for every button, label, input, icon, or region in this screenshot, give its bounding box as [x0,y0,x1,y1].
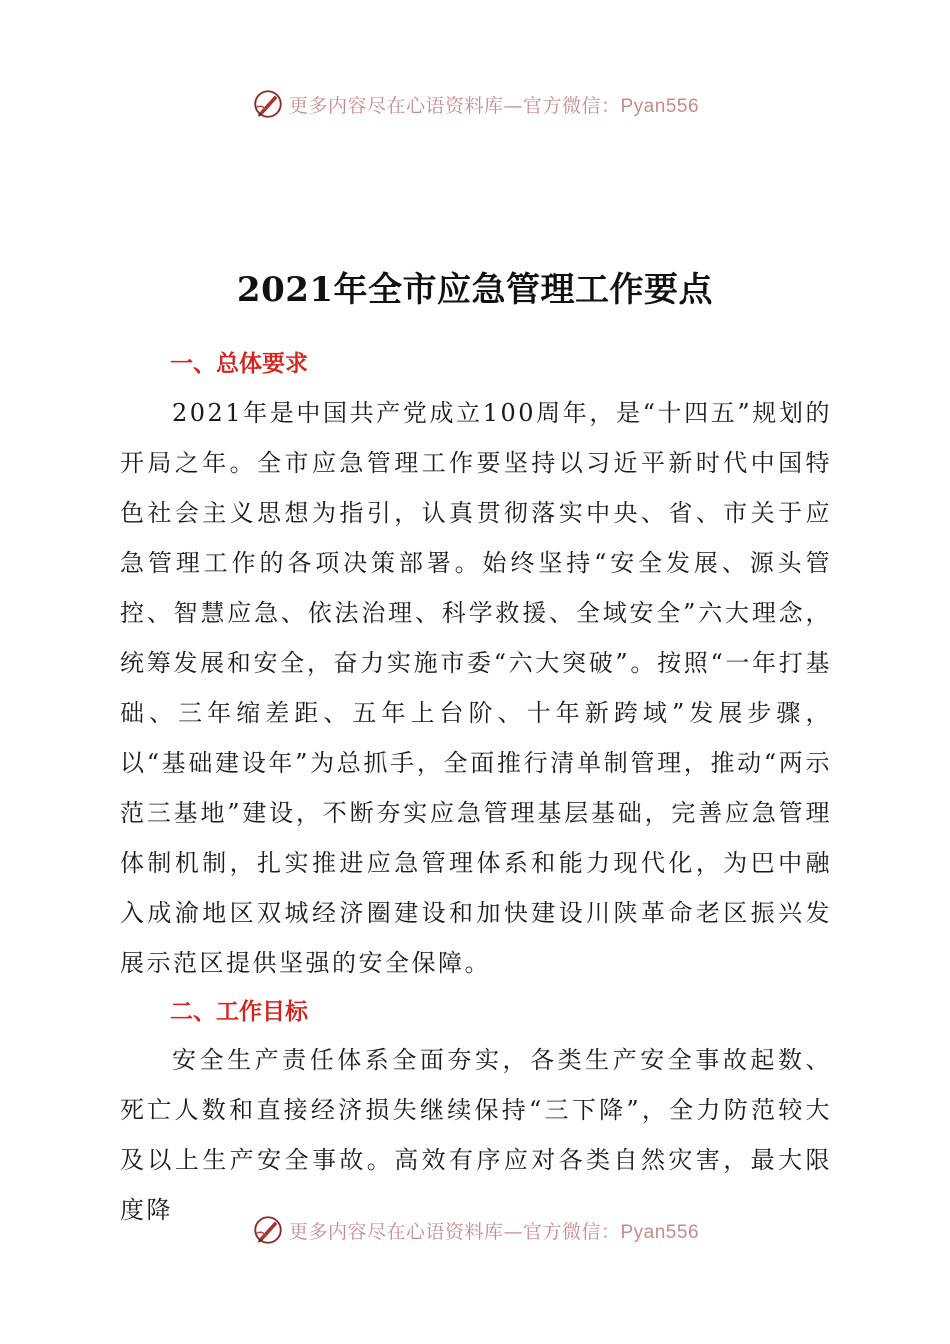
section-heading-2: 二、工作目标 [170,999,308,1025]
section-body-1: 2021年是中国共产党成立100周年，是“十四五”规划的开局之年。全市应急管理工作要坚持以习近平新时代中国特色社会主义思想为指引，认真贯彻落实中央、省、市关于应急管理工作的各项决策部署。始终坚持“安全发展、源头管控、智慧应急、依法治理、科学救援、全域安全”六大理念，统筹发展和安全，奋力实施市委“六大突破”。按照“一年打基础、三年缩差距、五年上台阶、十年新跨域”发展步骤，以“基础建设年”为总抓手，全面推行清单制管理，推动“两示范三基地”建设，不断夯实应急管理基层基础，完善应急管理体制机制，扎实推进应急管理体系和能力现代化，为巴中融入成渝地区双城经济圈建设和加快建设川陕革命老区振兴发展示范区提供坚强的安全保障。 [120,399,832,977]
section-body-2: 安全生产责任体系全面夯实，各类生产安全事故起数、死亡人数和直接经济损失继续保持“三下降”，全力防范较大及以上生产安全事故。高效有序应对各类自然灾害，最大限度降 [120,1046,832,1224]
watermark-text [289,91,699,118]
watermark-text-cn: 更多内容尽在心语资料库—官方微信： [288,94,621,117]
watermark-banner-top [0,84,950,124]
pen-logo-icon [251,1213,285,1247]
section-heading-1: 一、总体要求 [170,351,308,377]
watermark-wechat-id: Pyan556 [620,95,700,117]
pen-logo-icon [251,87,285,121]
watermark-wechat-id: Pyan556 [620,1221,700,1243]
watermark-banner-bottom [0,1210,950,1250]
watermark-text [289,1217,699,1244]
watermark-text-cn: 更多内容尽在心语资料库—官方微信： [288,1220,621,1243]
document-title: 2021年全市应急管理工作要点 [236,270,714,310]
